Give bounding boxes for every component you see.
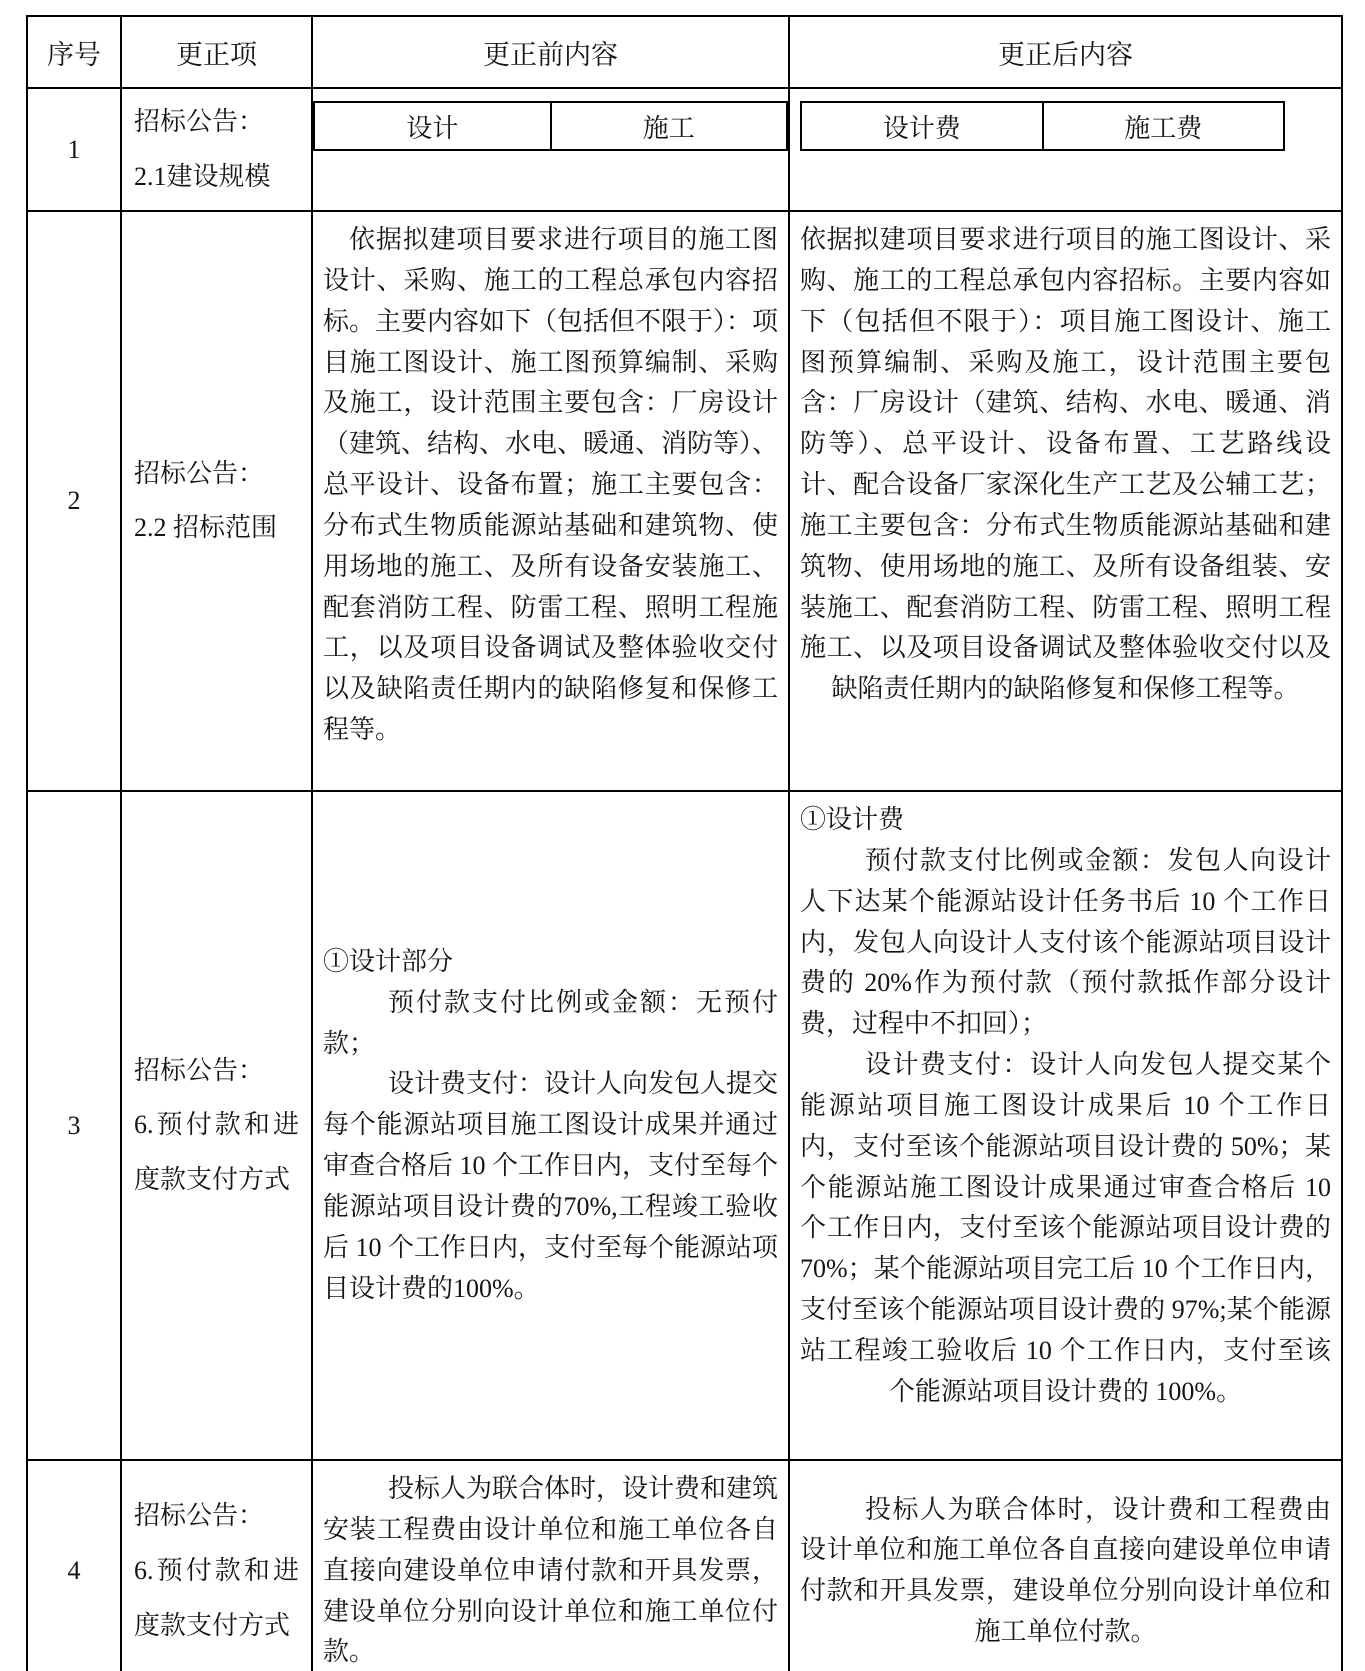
item-line: 招标公告： <box>134 1501 265 1531</box>
row-1-before-cell <box>312 88 789 211</box>
after-subtable-cell-design-fee: 设计费 <box>801 102 1043 150</box>
item-line: 6.预付款和进度款支付方式 <box>134 1555 299 1640</box>
table-row-2 <box>27 211 1342 791</box>
before-subtable <box>313 101 788 151</box>
row-4-after-cell <box>789 1460 1342 1671</box>
before-subtable-row <box>314 102 787 150</box>
item-line: 6.预付款和进度款支付方式 <box>134 1110 299 1194</box>
before-subtable-cell-construction: 施工 <box>551 102 788 150</box>
after-paragraph: 投标人为联合体时，设计费和工程费由设计单位和施工单位各自直接向建设单位申请付款和开具发票，建设单位分别向设计单位和施工单位付款。 <box>800 1494 1331 1647</box>
row-1-serial: 1 <box>27 88 121 211</box>
row-2-serial: 2 <box>27 211 121 791</box>
column-header-item: 更正项 <box>121 16 312 88</box>
column-header-before: 更正前内容 <box>312 16 789 88</box>
table-row-1 <box>27 88 1342 211</box>
item-line: 2.1建设规模 <box>134 161 271 191</box>
row-4-before-cell <box>312 1460 789 1671</box>
row-3-after-cell <box>789 791 1342 1460</box>
row-2-item <box>121 211 312 791</box>
row-4-item <box>121 1460 312 1671</box>
item-line: 2.2 招标范围 <box>134 513 278 543</box>
item-line: 招标公告： <box>134 107 265 136</box>
row-2-before-cell <box>312 211 789 791</box>
after-subtable <box>800 101 1285 151</box>
after-paragraph: 设计费支付：设计人向发包人提交某个能源站项目施工图设计成果后 10 个工作日内，支付至该个能源站项目设计费的 50%；某个能源站施工图设计成果通过审查合格后 10 个工作日内，支付至该个能源站项目设计费的 70%；某个能源站项目完工后 10 个工作日内，支付至该个能源站项目设计费的 97%;某个能源站工程竣工验收后 10 个工作日内，支付至该个能源站项目设计费的 100%。 <box>800 1050 1331 1406</box>
table-row-3 <box>27 791 1342 1460</box>
column-header-no: 序号 <box>27 16 121 88</box>
after-subtable-cell-construction-fee: 施工费 <box>1043 102 1285 150</box>
before-paragraph: 依据拟建项目要求进行项目的施工图设计、采购、施工的工程总承包内容招标。主要内容如下（包括但不限于）：项目施工图设计、施工图预算编制、采购及施工，设计范围主要包含：厂房设计（建筑、结构、水电、暖通、消防等）、总平设计、设备布置；施工主要包含：分布式生物质能源站基础和建筑物、使用场地的施工、及所有设备安装施工、配套消防工程、防雷工程、照明工程施工，以及项目设备调试及整体验收交付以及缺陷责任期内的缺陷修复和保修工程等。 <box>323 225 779 744</box>
before-subtable-cell-design: 设计 <box>314 102 551 150</box>
before-paragraph: ①设计部分 <box>323 947 454 977</box>
after-paragraph: 预付款支付比例或金额：发包人向设计人下达某个能源站设计任务书后 10 个工作日内，发包人向设计人支付该个能源站项目设计费的 20%作为预付款（预付款抵作部分设计费，过程中不扣回）； <box>800 846 1331 1039</box>
header-row <box>27 16 1342 88</box>
correction-table <box>26 15 1343 1671</box>
before-paragraph: 投标人为联合体时，设计费和建筑安装工程费由设计单位和施工单位各自直接向建设单位申请付款和开具发票，建设单位分别向设计单位和施工单位付款。 <box>323 1474 779 1667</box>
after-paragraph: 依据拟建项目要求进行项目的施工图设计、采购、施工的工程总承包内容招标。主要内容如下（包括但不限于）：项目施工图设计、施工图预算编制、采购及施工，设计范围主要包含：厂房设计（建筑、结构、水电、暖通、消防等）、总平设计、设备布置、工艺路线设计、配合设备厂家深化生产工艺及公辅工艺；施工主要包含：分布式生物质能源站基础和建筑物、使用场地的施工、及所有设备组装、安装施工、配套消防工程、防雷工程、照明工程施工、以及项目设备调试及整体验收交付以及缺陷责任期内的缺陷修复和保修工程等。 <box>800 225 1331 704</box>
row-3-before-cell <box>312 791 789 1460</box>
row-1-item <box>121 88 312 211</box>
before-paragraph: 预付款支付比例或金额：无预付款； <box>323 987 778 1058</box>
after-paragraph: ①设计费 <box>800 805 905 835</box>
column-header-after: 更正后内容 <box>789 16 1342 88</box>
before-paragraph: 设计费支付：设计人向发包人提交每个能源站项目施工图设计成果并通过审查合格后 10 个工作日内，支付至每个能源站项目设计费的70%,工程竣工验收后 10 个工作日内，支付至每个能源站项目设计费的100%。 <box>323 1069 779 1303</box>
item-line: 招标公告： <box>134 458 265 488</box>
row-4-serial: 4 <box>27 1460 121 1671</box>
item-line: 招标公告： <box>134 1055 265 1085</box>
after-subtable-row <box>801 102 1284 150</box>
row-1-after-cell <box>789 88 1342 211</box>
row-3-serial: 3 <box>27 791 121 1460</box>
row-2-after-cell <box>789 211 1342 791</box>
row-3-item <box>121 791 312 1460</box>
table-row-4 <box>27 1460 1342 1671</box>
